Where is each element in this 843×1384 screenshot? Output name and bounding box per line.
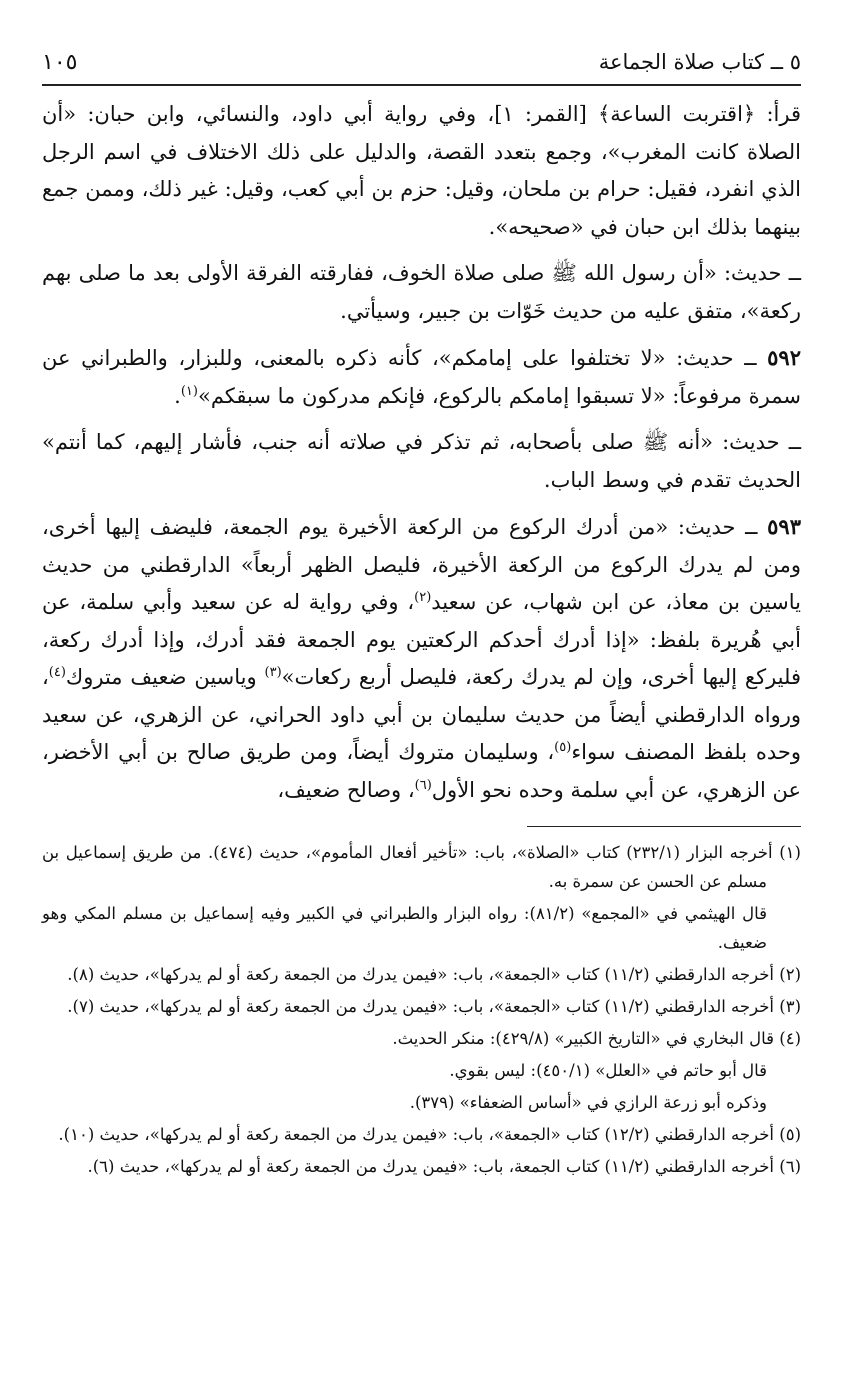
- hadith-592-text: ــ حديث: «لا تختلفوا على إمامكم»، كأنه ذكره بالمعنى، وللبزار، والطبراني عن سمرة مرفوعاً: «لا تسبقوا إمامكم بالركوع، فإنكم مدركون ما سبقكم»: [42, 346, 801, 408]
- hadith-593-text-c: وياسين ضعيف متروك: [65, 665, 265, 689]
- footnote-ref-3: (٣): [264, 665, 282, 680]
- paragraph-1: قرأ: ﴿اقتربت الساعة﴾ [القمر: ١]، وفي رواية أبي داود، والنسائي، وابن حبان: «أن الصلاة كانت المغرب»، وجمع بتعدد القصة، والدليل على ذلك الاختلاف في اسم الرجل الذي انفرد، فقيل: حرام بن ملحان، وقيل: حزم بن أبي كعب، وقيل: غير ذلك، وممن جمع بينهما بذلك ابن حبان في «صحيحه».: [42, 102, 801, 239]
- hadith-593-text-e: ، وسليمان متروك أيضاً، ومن طريق صالح بن أبي الأخضر، عن الزهري، عن أبي سلمة وحده نحو الأول: [42, 740, 801, 802]
- hadith-number-593: ٥٩٣: [767, 514, 801, 539]
- footnote-3: (٣) أخرجه الدارقطني (١١/٢) كتاب «الجمعة»، باب: «فيمن يدرك من الجمعة ركعة أو لم يدركها»، حديث (٧).: [67, 997, 801, 1016]
- footnote-ref-2: (٢): [414, 590, 432, 605]
- main-text: [42, 96, 801, 818]
- footnote-4: (٤) قال البخاري في «التاريخ الكبير» (٤٢٩/٨): منكر الحديث.: [392, 1029, 801, 1048]
- footnote-ref-5: (٥): [554, 740, 572, 755]
- hadith-number-592: ٥٩٢: [767, 345, 801, 370]
- footnote-6: (٦) أخرجه الدارقطني (١١/٢) كتاب الجمعة، باب: «فيمن يدرك من الجمعة ركعة أو لم يدركها»، حديث (٦).: [87, 1157, 801, 1176]
- page-number: ١٠٥: [42, 49, 78, 75]
- hadith-593-text-b: ، وفي رواية له عن سعيد وأبي سلمة، عن أبي هُريرة بلفظ: «إذا أدرك أحدكم الركعتين يوم الجمعة فقد أدرك، وإذا أدرك ركعة، فليركع إليها أخرى، وإن لم يدرك ركعة، فليصل أربع ركعات»: [42, 590, 801, 689]
- footnote-4-continuation-1: قال أبو حاتم في «العلل» (٤٥٠/١): ليس بقوي.: [449, 1061, 767, 1080]
- paragraph-4: ــ حديث: «أنه ﷺ صلى بأصحابه، ثم تذكر في صلاته أنه جنب، فأشار إليهم، كما أنتم» الحديث تقدم في وسط الباب.: [42, 430, 801, 492]
- footnote-ref-1: (١): [180, 383, 198, 399]
- hadith-593-text-f: ، وصالح ضعيف،: [277, 777, 415, 802]
- footnote-2: (٢) أخرجه الدارقطني (١١/٢) كتاب «الجمعة»، باب: «فيمن يدرك من الجمعة ركعة أو لم يدركها»، حديث (٨).: [67, 965, 801, 984]
- paragraph-hadith-592: ٥٩٢ ــ حديث: «لا تختلفوا على إمامكم»، كأنه ذكره بالمعنى، وللبزار، والطبراني عن سمرة مرفوعاً: «لا تسبقوا إمامكم بالركوع، فإنكم مدركون ما سبقكم»$^{(١)}$.: [42, 345, 801, 408]
- paragraph-hadith-593: [42, 508, 801, 809]
- footnote-ref-4: (٤): [48, 665, 66, 680]
- footnote-4-continuation-2: وذكره أبو زرعة الرازي في «أساس الضعفاء» (٣٧٩).: [409, 1093, 767, 1112]
- footnote-ref-6: (٦): [414, 777, 432, 793]
- footnote-1-continuation: قال الهيثمي في «المجمع» (٨١/٢): رواه البزار والطبراني في الكبير وفيه إسماعيل بن مسلم المكي وهو ضعيف.: [42, 904, 767, 952]
- hadith-593-text-d: ، ورواه الدارقطني أيضاً من حديث سليمان بن أبي داود الحراني، عن الزهري، عن سعيد وحده بلفظ المصنف سواء: [42, 665, 801, 764]
- footnote-5: (٥) أخرجه الدارقطني (١٢/٢) كتاب «الجمعة»، باب: «فيمن يدرك من الجمعة ركعة أو لم يدركها»، حديث (١٠).: [58, 1125, 801, 1144]
- footnotes: [42, 838, 801, 1184]
- paragraph-2: ــ حديث: «أن رسول الله ﷺ صلى صلاة الخوف، ففارقته الفرقة الأولى بعد ما صلى بهم ركعة»، متفق عليه من حديث خَوّات بن جبير، وسيأتي.: [42, 261, 801, 323]
- footnote-divider: [527, 826, 801, 827]
- chapter-title: ٥ ــ كتاب صلاة الجماعة: [598, 50, 801, 74]
- running-header: [42, 40, 801, 86]
- hadith-593-text-a: ــ حديث: «من أدرك الركوع من الركعة الأخيرة يوم الجمعة، فليضف إليها أخرى، ومن لم يدرك الركوع من الركعة الأخيرة، فليصل الظهر أربعاً» الدارقطني من حديث ياسين بن معاذ، عن ابن شهاب، عن سعيد: [42, 515, 801, 614]
- footnote-1: (١) أخرجه البزار (٢٣٢/١) كتاب «الصلاة»، باب: «تأخير أفعال المأموم»، حديث (٤٧٤). من طريق إسماعيل بن مسلم عن الحسن عن سمرة به.: [42, 843, 801, 891]
